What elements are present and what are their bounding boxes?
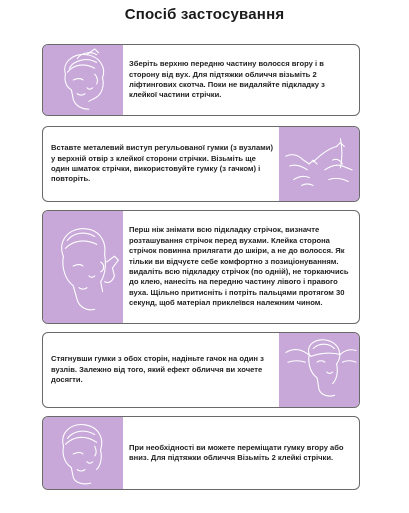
- step-illustration-4: [279, 333, 359, 407]
- step-illustration-2: [279, 127, 359, 201]
- step-card-2: [42, 126, 360, 202]
- step-card-3: [42, 210, 360, 324]
- hands-tying-elastic-icon: [279, 333, 359, 407]
- woman-face-profile-icon: [43, 417, 123, 489]
- step-text-1: Зберіть верхню передню частину волосся вгору і в сторону від вух. Для підтяжки обличчя візьміть 2 ліфтингових скотча. Поки не видаляйте підкладку з клейкої частини стрічки.: [129, 59, 325, 100]
- woman-placing-tape-icon: [43, 211, 123, 323]
- step-illustration-3: [43, 211, 123, 323]
- step-text-2: Вставте металевий виступ регульованої гумки (з вузлами) у верхній отвір з клейкої сторони стрічки. Візьміть ще один шматок стрічки, використовуйте гумку (з гачком) і повторіть.: [51, 143, 273, 184]
- step-card-5: [42, 416, 360, 490]
- step-text-4: Стягнувши гумки з обох сторін, надіньте гачок на один з вузлів. Залежно від того, який ефект обличчя ви хочете досягти.: [51, 354, 264, 385]
- step-text-5: При необхідності ви можете переміщати гумку вгору або вниз. Для підтяжки обличчя Візьміть 2 клейкі стрічки.: [129, 442, 344, 462]
- hands-attaching-elastic-icon: [279, 127, 359, 201]
- step-card-1: [42, 44, 360, 116]
- face-profile-hair-up-icon: [43, 45, 123, 115]
- page-title: Спосіб застосування: [124, 6, 285, 23]
- step-card-4: [42, 332, 360, 408]
- step-illustration-1: [43, 45, 123, 115]
- step-illustration-5: [43, 417, 123, 489]
- step-text-3: Перш ніж знімати всю підкладку стрічок, визначте розташування стрічок перед вухами. Клейка сторона стрічок повинна прилягати до шкіри, а не до волосся. Як тільки ви відчуєте себе комфортно з позиціонуванням. видаліть всю підкладку стрічок (по одній), не торкаючись до клею, нанесіть на передню частину лівого і правого вуха. Щільно притисніть і потріть пальцями протягом 30 секунд, щоб матеріал приклеївся належним чином.: [129, 225, 349, 308]
